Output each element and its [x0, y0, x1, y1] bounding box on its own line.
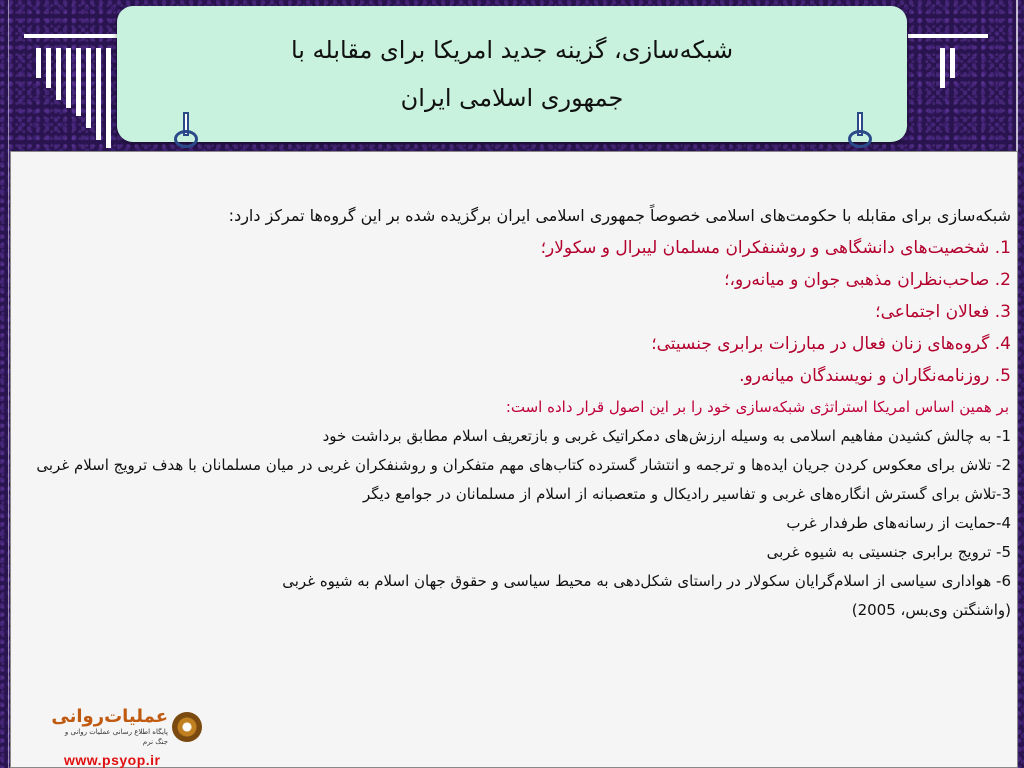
- strategy-item: 6- هواداری سیاسی از اسلام‌گرایان سکولار در راستای شکل‌دهی به محیط سیاسی و حقوق جهان اسلام به شیوه غربی: [282, 572, 1011, 590]
- logo-subtitle: پایگاه اطلاع رسانی عملیات روانی و جنگ نرم: [64, 728, 168, 746]
- top-frame-line-right: [908, 34, 988, 38]
- target-group-item: 5. روزنامه‌نگاران و نویسندگان میانه‌رو.: [739, 366, 1011, 386]
- left-frame-edge: [8, 0, 9, 768]
- pin-icon-left: [174, 112, 198, 152]
- basis-heading: بر همین اساس امریکا استراتژی شبکه‌سازی خود را بر این اصول قرار داده است:: [505, 398, 1009, 416]
- site-url: www.psyop.ir: [64, 752, 161, 768]
- slide-title-line-2: جمهوری اسلامی ایران: [400, 84, 624, 112]
- citation: (واشنگتن وی‌بس، 2005): [851, 601, 1011, 619]
- target-group-item: 4. گروه‌های زنان فعال در مبارزات برابری جنسیتی؛: [651, 334, 1011, 354]
- slide-title-line-1: شبکه‌سازی، گزینه جدید امریکا برای مقابله با: [290, 36, 734, 64]
- top-frame-line-left: [24, 34, 118, 38]
- strategy-item: 2- تلاش برای معکوس کردن جریان ایده‌ها و ترجمه و انتشار گسترده کتاب‌های مهم متفکران و روشنفکران غربی در میان مسلمانان با هدف ترویج اسلام غربی: [36, 456, 1011, 474]
- psyop-logo: [52, 704, 202, 750]
- slide-title-box: [117, 6, 907, 142]
- content-panel: [10, 151, 1018, 768]
- strategy-item: 5- ترویج برابری جنسیتی به شیوه غربی: [766, 543, 1011, 561]
- strategy-item: 3-تلاش برای گسترش انگاره‌های غربی و تفاسیر رادیکال و متعصبانه از اسلام از مسلمانان در جوامع دیگر: [362, 485, 1011, 503]
- psyop-emblem-icon: [172, 712, 202, 742]
- logo-name: عملیات‌روانی: [51, 706, 168, 727]
- strategy-item: 1- به چالش کشیدن مفاهیم اسلامی به وسیله ارزش‌های دمکراتیک غربی و بازتعریف اسلام مطابق برداشت خود: [322, 427, 1011, 445]
- target-group-item: 1. شخصیت‌های دانشگاهی و روشنفکران مسلمان لیبرال و سکولار؛: [540, 238, 1011, 258]
- target-group-item: 2. صاحب‌نظران مذهبی جوان و میانه‌رو،؛: [724, 270, 1011, 290]
- strategy-item: 4-حمایت از رسانه‌های طرفدار غرب: [786, 514, 1011, 532]
- pin-icon-right: [848, 112, 872, 152]
- target-group-item: 3. فعالان اجتماعی؛: [875, 302, 1011, 322]
- intro-paragraph: شبکه‌سازی برای مقابله با حکومت‌های اسلامی خصوصاً جمهوری اسلامی ایران برگزیده شده بر این گروه‌ها تمرکز دارد:: [228, 206, 1011, 225]
